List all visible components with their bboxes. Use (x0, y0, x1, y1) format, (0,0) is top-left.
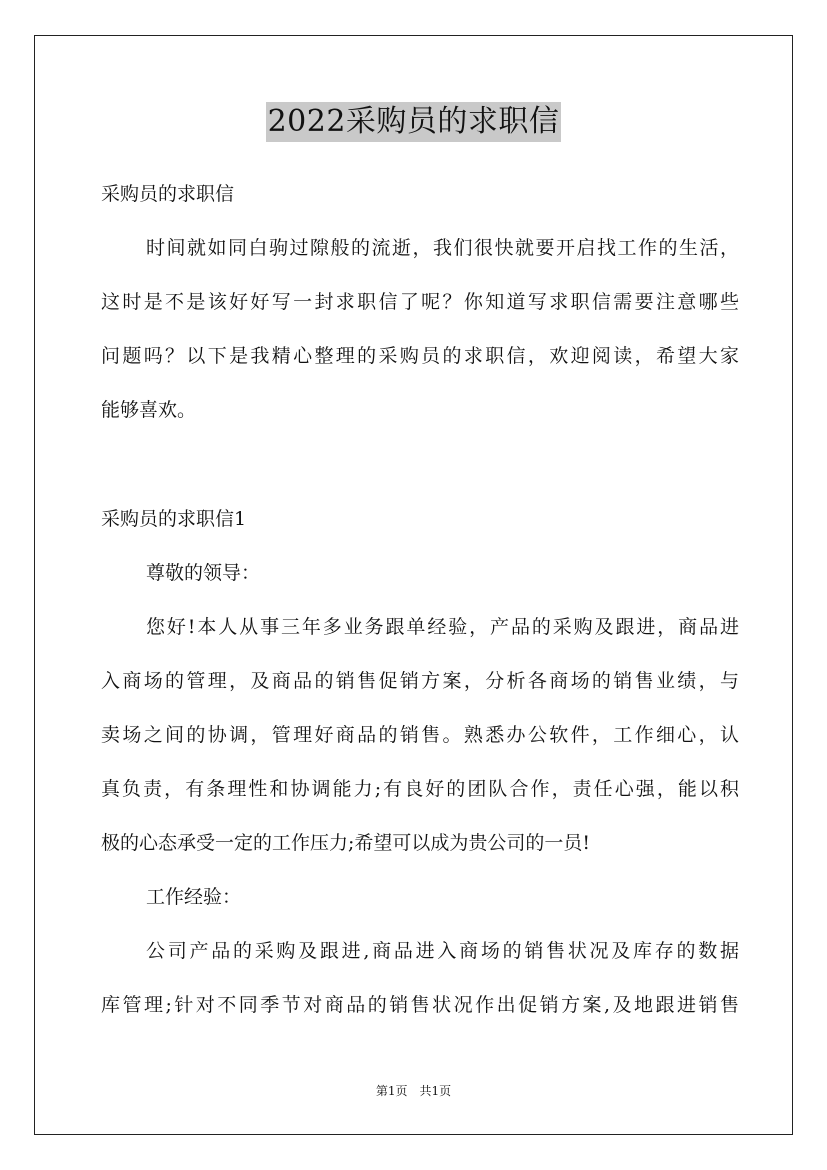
salutation: 尊敬的领导： (146, 562, 261, 584)
page-footer: 第1页 共1页 (375, 1084, 452, 1098)
experience-line: 库管理;针对不同季节对商品的销售状况作出促销方案,及地跟进销售 (101, 994, 739, 1016)
experience-line: 公司产品的采购及跟进,商品进入商场的销售状况及库存的数据 (146, 940, 739, 962)
intro-line: 问题吗？以下是我精心整理的采购员的求职信，欢迎阅读，希望大家 (101, 345, 739, 367)
intro-line: 能够喜欢。 (101, 399, 197, 421)
body-line: 极的心态承受一定的工作压力;希望可以成为贵公司的一员! (101, 832, 591, 854)
body-line: 入商场的管理，及商品的销售促销方案，分析各商场的销售业绩，与 (101, 670, 739, 692)
experience-heading: 工作经验： (146, 886, 242, 908)
subtitle: 采购员的求职信 (101, 183, 235, 205)
intro-line: 这时是不是该好好写一封求职信了呢？你知道写求职信需要注意哪些 (101, 291, 739, 313)
letter-heading: 采购员的求职信1 (101, 508, 247, 530)
intro-line: 时间就如同白驹过隙般的流逝，我们很快就要开启找工作的生活， (146, 237, 739, 259)
body-line: 真负责，有条理性和协调能力;有良好的团队合作，责任心强，能以积 (101, 778, 739, 800)
title-container (0, 102, 827, 142)
body-line: 您好!本人从事三年多业务跟单经验，产品的采购及跟进，商品进 (146, 616, 739, 638)
document-title: 2022采购员的求职信 (266, 102, 562, 142)
body-line: 卖场之间的协调，管理好商品的销售。熟悉办公软件，工作细心，认 (101, 724, 739, 746)
